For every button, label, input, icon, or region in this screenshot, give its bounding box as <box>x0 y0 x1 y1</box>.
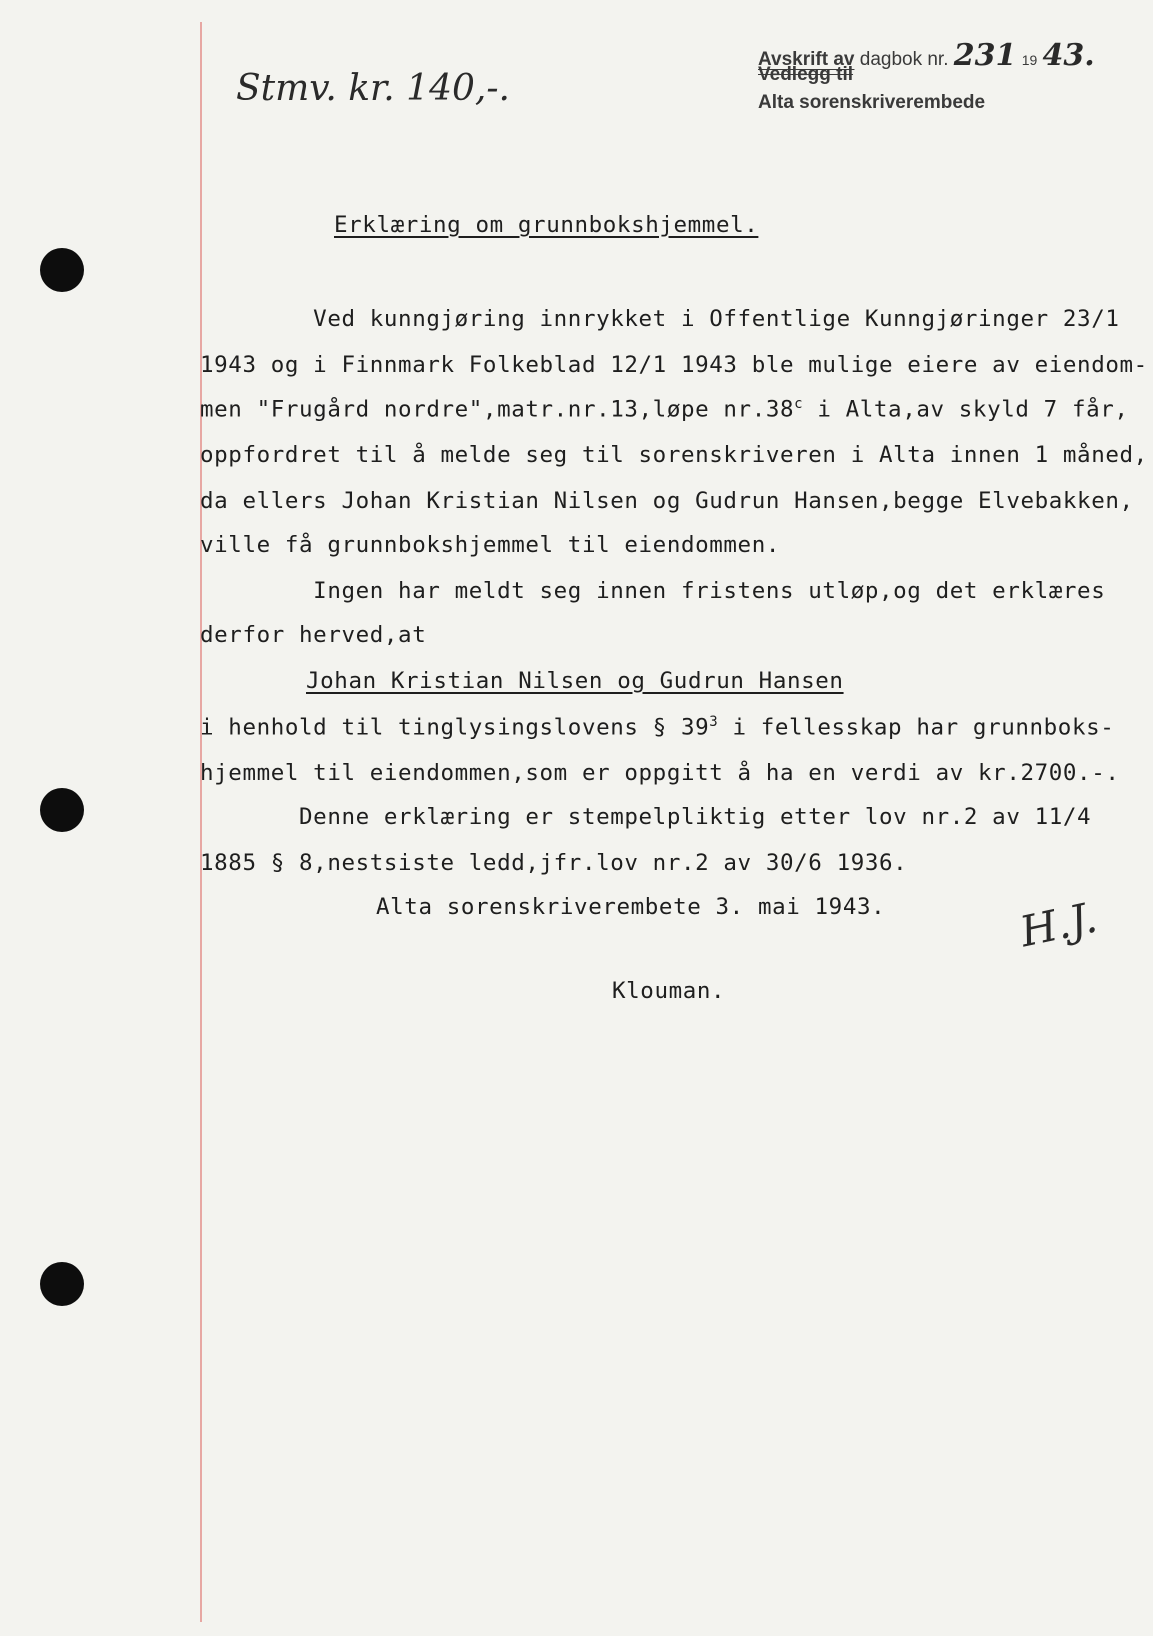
stamp-year: 43. <box>1042 38 1095 73</box>
body-line-henhold <box>200 714 1114 741</box>
stamp-line-2: Vedlegg til <box>758 64 854 85</box>
body-line-stempel-2: 1885 § 8,nestsiste ledd,jfr.lov nr.2 av 30/6 1936. <box>200 850 908 876</box>
superscript-c: c <box>794 396 804 412</box>
superscript-3: 3 <box>709 714 719 730</box>
body-line-4: oppfordret til å melde seg til sorenskriveren i Alta innen 1 måned, <box>200 442 1148 468</box>
body-line-3-main: men "Frugård nordre",matr.nr.13,løpe nr.38 <box>200 396 795 423</box>
body-line-5: da ellers Johan Kristian Nilsen og Gudrun Hansen,begge Elvebakken, <box>200 488 1134 514</box>
henhold-tail: i fellesskap har grunnboks- <box>718 714 1115 741</box>
body-line-3-tail: i Alta,av skyld 7 får, <box>803 396 1129 423</box>
body-line-7: Ingen har meldt seg innen fristens utløp,og det erklæres <box>200 578 1106 604</box>
stamp-year-prefix: 19 <box>1021 52 1038 68</box>
signature-name: Klouman. <box>612 978 726 1004</box>
body-line-stempel-1: Denne erklæring er stempelpliktig etter lov nr.2 av 11/4 <box>200 804 1092 830</box>
punch-hole-middle <box>40 788 84 832</box>
handwritten-initials: H.J. <box>1015 892 1102 957</box>
place-and-date: Alta sorenskriverembete 3. mai 1943. <box>376 894 886 920</box>
henhold-main: i henhold til tinglysingslovens § 39 <box>200 714 710 741</box>
stamp-line-3: Alta sorenskriverembede <box>758 92 986 113</box>
punch-hole-bottom <box>40 1262 84 1306</box>
fee-note: Stmv. kr. 140,-. <box>236 68 510 109</box>
body-line-6: ville få grunnbokshjemmel til eiendommen. <box>200 532 780 558</box>
body-line-2: 1943 og i Finnmark Folkeblad 12/1 1943 ble mulige eiere av eiendom- <box>200 352 1148 378</box>
stamp-avskrift: Avskrift av <box>758 49 855 70</box>
stamp-number: 231 <box>953 38 1017 73</box>
body-line-1: Ved kunngjøring innrykket i Offentlige Kunngjøringer 23/1 <box>200 306 1120 332</box>
stamp-dagbok: dagbok nr. <box>859 49 949 70</box>
named-parties: Johan Kristian Nilsen og Gudrun Hansen <box>306 668 844 694</box>
body-line-3 <box>200 396 1129 423</box>
body-line-8: derfor herved,at <box>200 622 427 648</box>
body-line-hjemmel: hjemmel til eiendommen,som er oppgitt å ha en verdi av kr.2700.-. <box>200 760 1120 786</box>
punch-hole-top <box>40 248 84 292</box>
document-title: Erklæring om grunnbokshjemmel. <box>334 212 759 238</box>
